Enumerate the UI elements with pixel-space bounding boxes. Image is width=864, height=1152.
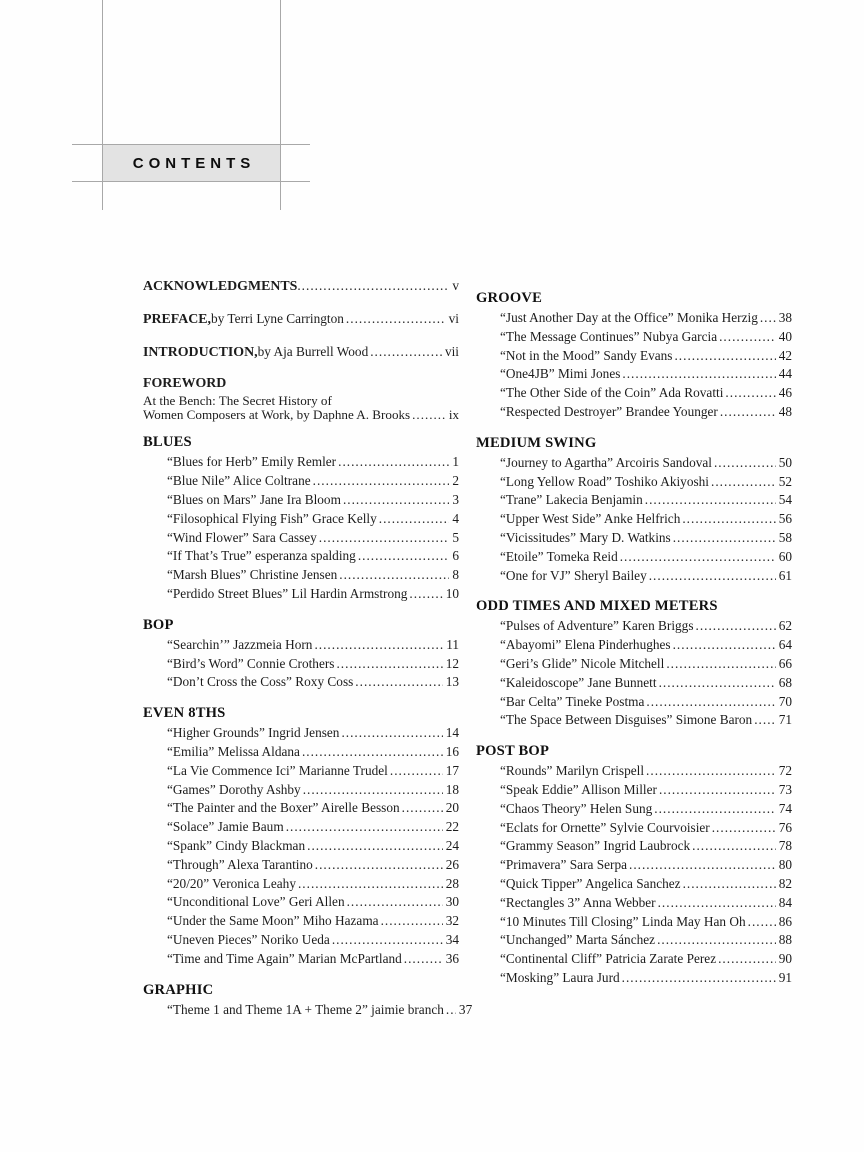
entry-title: “The Painter and the Boxer” Airelle Besson (167, 800, 400, 816)
entry-title: “The Space Between Disguises” Simone Baron (500, 712, 753, 728)
page-number: 40 (778, 328, 792, 344)
section-heading: BLUES (143, 434, 192, 451)
toc-entry (476, 913, 792, 932)
page-number: 54 (778, 492, 792, 508)
toc-entry-foreword (143, 375, 459, 421)
entry-title: “Just Another Day at the Office” Monika Herzig (500, 310, 758, 325)
page-number: 80 (778, 857, 792, 873)
page-number: 68 (778, 674, 792, 690)
toc-entry (476, 693, 792, 712)
entry-title: “Searchin’” Jazzmeia Horn (167, 636, 313, 652)
foreword-subtitle-text: Women Composers at Work, by Daphne A. Brooks (143, 406, 411, 422)
toc-entry (143, 491, 459, 510)
toc-entry (476, 636, 792, 655)
section-heading: MEDIUM SWING (476, 434, 597, 451)
section-entries (143, 1001, 473, 1020)
toc-entry (143, 912, 459, 931)
dot-leader (646, 693, 775, 712)
toc-entry (476, 403, 792, 422)
toc-column-right (476, 277, 792, 1019)
page-number: 90 (778, 951, 792, 967)
dot-leader (297, 277, 449, 296)
page-number: 82 (778, 875, 792, 891)
dot-leader (666, 655, 775, 674)
page-number: 44 (778, 366, 792, 382)
toc-entry (143, 818, 459, 837)
entry-title: “La Vie Commence Ici” Marianne Trudel (167, 762, 388, 778)
toc-entry (143, 655, 459, 674)
dot-leader (402, 799, 443, 818)
dot-leader (712, 819, 776, 838)
entry-title: “Time and Time Again” Marian McPartland (167, 950, 402, 966)
page-number: 24 (445, 837, 459, 853)
page-number: 56 (778, 511, 792, 527)
dot-leader (725, 384, 775, 403)
page-title: CONTENTS (132, 154, 256, 172)
page-number: 64 (778, 637, 792, 653)
entry-title: “Vicissitudes” Mary D. Watkins (500, 529, 671, 545)
dot-leader (355, 673, 442, 692)
entry-title: “Wind Flower” Sara Cassey (167, 529, 317, 545)
toc-entry (476, 510, 792, 529)
toc-entry (476, 454, 792, 473)
dot-leader (404, 950, 443, 969)
dot-leader (659, 781, 776, 800)
toc-entry (476, 309, 792, 328)
dot-leader (622, 969, 776, 988)
entry-byline: by Aja Burrell Wood (257, 343, 369, 359)
toc-entry (476, 617, 792, 636)
entry-title: “Blues for Herb” Emily Remler (167, 454, 337, 470)
vertical-rule-right (280, 0, 281, 210)
toc-entry (143, 453, 459, 472)
page-number: 5 (452, 529, 459, 545)
page-number: 13 (445, 674, 459, 690)
dot-leader (657, 931, 776, 950)
toc-section (143, 616, 459, 692)
entry-title: “Chaos Theory” Helen Sung (500, 800, 653, 816)
dot-leader (629, 856, 776, 875)
entry-title: “Kaleidoscope” Jane Bunnett (500, 674, 657, 690)
toc-entry-introduction (143, 343, 459, 363)
dot-leader (748, 913, 776, 932)
section-entries (143, 636, 459, 692)
page-number: 88 (778, 932, 792, 948)
dot-leader (720, 403, 776, 422)
entry-title: “Etoile” Tomeka Reid (500, 548, 618, 564)
dot-leader (370, 343, 442, 362)
dot-leader (654, 800, 775, 819)
toc-entry (476, 365, 792, 384)
toc-entry (143, 931, 459, 950)
dot-leader (338, 453, 449, 472)
dot-leader (683, 875, 776, 894)
dot-leader (319, 529, 450, 548)
entry-title: “Emilia” Melissa Aldana (167, 743, 300, 759)
foreword-subtitle-line1: At the Bench: The Secret History of (143, 393, 332, 409)
entry-title: “Theme 1 and Theme 1A + Theme 2” jaimie branch (167, 1001, 444, 1017)
entry-title: “Respected Destroyer” Brandee Younger (500, 403, 718, 419)
toc-entry (476, 347, 792, 366)
entry-title: ACKNOWLEDGMENTS (143, 279, 298, 294)
entry-title: “Rounds” Marilyn Crispell (500, 763, 645, 779)
dot-leader (303, 781, 443, 800)
page-number: 42 (778, 347, 792, 363)
dot-leader (645, 491, 776, 510)
page-number: 52 (778, 473, 792, 489)
toc-entry (476, 384, 792, 403)
toc-entry (143, 724, 459, 743)
entry-title: “Journey to Agartha” Arcoiris Sandoval (500, 454, 712, 470)
entry-title: “Continental Cliff” Patricia Zarate Perez (500, 951, 717, 967)
toc-entry (143, 585, 459, 604)
entry-title: “Not in the Mood” Sandy Evans (500, 347, 673, 363)
toc-entry (143, 510, 459, 529)
page-number: 34 (445, 931, 459, 947)
toc-entry (476, 762, 792, 781)
page-number: 61 (778, 567, 792, 583)
horizontal-rule-top (72, 144, 310, 145)
page-number: 76 (778, 819, 792, 835)
toc-entry (143, 856, 459, 875)
toc-entry (476, 328, 792, 347)
page-number: 58 (778, 529, 792, 545)
dot-leader (347, 893, 443, 912)
section-entries (476, 762, 792, 988)
dot-leader (692, 837, 776, 856)
toc-entry (143, 762, 459, 781)
toc-entry (143, 837, 459, 856)
section-entries (476, 454, 792, 586)
entry-title: INTRODUCTION, (143, 344, 258, 360)
toc-entry (476, 837, 792, 856)
toc-entry (476, 655, 792, 674)
page-number: 37 (458, 1001, 473, 1017)
dot-leader (381, 912, 443, 931)
page-number: 86 (778, 913, 792, 929)
toc-section (143, 704, 459, 968)
page-number: 46 (778, 385, 792, 401)
toc-section (143, 433, 459, 603)
dot-leader (682, 510, 775, 529)
toc-entry (476, 969, 792, 988)
section-heading: BOP (143, 616, 174, 633)
page-number: v (452, 278, 459, 293)
toc-section (476, 597, 792, 730)
page-number: 20 (445, 800, 459, 816)
page-number: 1 (452, 454, 459, 470)
entry-title: “Eclats for Ornette” Sylvie Courvoisier (500, 819, 710, 835)
page-number: 84 (778, 894, 792, 910)
page-number: 48 (778, 403, 792, 419)
page-number: 12 (445, 655, 459, 671)
entry-title: “Primavera” Sara Serpa (500, 857, 627, 873)
entry-title: “Upper West Side” Anke Helfrich (500, 511, 681, 527)
dot-leader (760, 309, 776, 328)
toc-column-left (143, 277, 473, 1019)
page-number: 71 (778, 712, 792, 728)
dot-leader (302, 743, 443, 762)
page-number: 28 (445, 875, 459, 891)
entry-title: “Geri’s Glide” Nicole Mitchell (500, 655, 665, 671)
entry-title: “The Message Continues” Nubya Garcia (500, 328, 718, 344)
toc-entry (476, 950, 792, 969)
page-number: 38 (778, 310, 792, 325)
entry-title: “10 Minutes Till Closing” Linda May Han Oh (500, 913, 746, 929)
toc-entry (143, 781, 459, 800)
dot-leader (711, 473, 776, 492)
toc-entry (476, 819, 792, 838)
toc-entry (143, 566, 459, 585)
dot-leader (754, 711, 775, 730)
toc-entry (143, 950, 459, 969)
dot-leader (659, 674, 776, 693)
entry-title: “Unchanged” Marta Sánchez (500, 932, 656, 948)
dot-leader (696, 617, 776, 636)
dot-leader (412, 408, 446, 422)
entry-title: “Marsh Blues” Christine Jensen (167, 567, 338, 583)
entry-title: “Bar Celta” Tineke Postma (500, 693, 645, 709)
page-number: 22 (445, 819, 459, 835)
page-number: 32 (445, 913, 459, 929)
dot-leader (286, 818, 443, 837)
toc-entry (476, 875, 792, 894)
toc-section (476, 434, 792, 586)
dot-leader (390, 762, 443, 781)
entry-title: “Higher Grounds” Ingrid Jensen (167, 725, 340, 741)
entry-title: “20/20” Veronica Leahy (167, 875, 296, 891)
page-number: 78 (778, 838, 792, 854)
entry-title: “One for VJ” Sheryl Bailey (500, 567, 647, 583)
dot-leader (649, 567, 776, 586)
dot-leader (620, 548, 776, 567)
toc-entry (143, 875, 459, 894)
page-number: 11 (446, 636, 459, 652)
page-number: 66 (778, 655, 792, 671)
entry-title: “Through” Alexa Tarantino (167, 856, 313, 872)
entry-title: “The Other Side of the Coin” Ada Rovatti (500, 385, 724, 401)
entry-title: “Long Yellow Road” Toshiko Akiyoshi (500, 473, 709, 489)
dot-leader (673, 636, 776, 655)
dot-leader (336, 655, 442, 674)
entry-title: “Solace” Jamie Baum (167, 819, 284, 835)
page-number: 2 (452, 473, 459, 489)
toc-entry (143, 673, 459, 692)
section-entries (476, 617, 792, 730)
dot-leader (446, 1001, 456, 1020)
toc-entry (476, 548, 792, 567)
entry-title: “Filosophical Flying Fish” Grace Kelly (167, 510, 377, 526)
dot-leader (379, 510, 450, 529)
page-number: 36 (445, 950, 459, 966)
page-title-box (103, 145, 280, 181)
dot-leader (307, 837, 443, 856)
section-heading: GROOVE (476, 290, 543, 306)
entry-title: “Blues on Mars” Jane Ira Bloom (167, 491, 341, 507)
page-number: 10 (445, 585, 459, 601)
dot-leader (315, 856, 443, 875)
dot-leader (343, 491, 449, 510)
entry-title: “Pulses of Adventure” Karen Briggs (500, 618, 694, 634)
entry-title: “If That’s True” esperanza spalding (167, 548, 356, 564)
entry-title: “Mosking” Laura Jurd (500, 969, 620, 985)
dot-leader (341, 724, 442, 743)
section-entries (476, 309, 792, 422)
vertical-rule-left (102, 0, 103, 210)
page-number: 4 (452, 510, 459, 526)
toc-entry (476, 711, 792, 730)
toc-entry (476, 567, 792, 586)
page-number: 6 (452, 548, 459, 564)
entry-title: “Don’t Cross the Coss” Roxy Coss (167, 674, 354, 690)
toc-section (143, 981, 473, 1020)
page-number: 60 (778, 548, 792, 564)
dot-leader (674, 347, 775, 366)
entry-title: “One4JB” Mimi Jones (500, 366, 621, 382)
left-sections (143, 433, 473, 1019)
toc-content (143, 277, 793, 1019)
entry-title: “Spank” Cindy Blackman (167, 837, 306, 853)
dot-leader (719, 328, 776, 347)
dot-leader (339, 566, 449, 585)
dot-leader (622, 365, 775, 384)
entry-byline: by Terri Lyne Carrington (211, 310, 344, 326)
page-number: 72 (778, 763, 792, 779)
toc-entry (476, 491, 792, 510)
dot-leader (714, 454, 776, 473)
entry-title: “Speak Eddie” Allison Miller (500, 781, 657, 797)
toc-entry (143, 893, 459, 912)
entry-title: “Trane” Lakecia Benjamin (500, 492, 643, 508)
section-entries (143, 724, 459, 968)
toc-entry (143, 636, 459, 655)
dot-leader (409, 585, 442, 604)
dot-leader (314, 636, 443, 655)
entry-title: “Unconditional Love” Geri Allen (167, 894, 345, 910)
page-number: vi (448, 310, 459, 326)
dot-leader (673, 529, 776, 548)
horizontal-rule-bottom (72, 181, 310, 182)
toc-entry (476, 529, 792, 548)
entry-title: “Rectangles 3” Anna Webber (500, 894, 656, 910)
entry-title: “Bird’s Word” Connie Crothers (167, 655, 335, 671)
section-heading: EVEN 8THS (143, 705, 226, 722)
section-heading: ODD TIMES AND MIXED METERS (476, 598, 718, 615)
page-number: 18 (445, 781, 459, 797)
entry-title: “Perdido Street Blues” Lil Hardin Armstrong (167, 585, 408, 601)
entry-title: FOREWORD (143, 376, 227, 392)
entry-title: “Abayomi” Elena Pinderhughes (500, 637, 671, 653)
foreword-subtitle-line2 (143, 408, 459, 422)
toc-entry (476, 800, 792, 819)
toc-entry (143, 743, 459, 762)
entry-title: “Games” Dorothy Ashby (167, 781, 301, 797)
page-number: 26 (445, 856, 459, 872)
page-number: 74 (778, 800, 792, 816)
dot-leader (718, 950, 776, 969)
toc-entry (143, 1001, 473, 1020)
entry-title: “Grammy Season” Ingrid Laubrock (500, 838, 691, 854)
dot-leader (658, 894, 776, 913)
entry-title: “Quick Tipper” Angelica Sanchez (500, 875, 681, 891)
page-number: 30 (445, 894, 459, 910)
toc-entry (143, 547, 459, 566)
page-number: 3 (452, 491, 459, 507)
page-number: 62 (778, 618, 792, 634)
entry-title: PREFACE, (143, 311, 212, 327)
toc-section (476, 289, 792, 422)
page-number: ix (448, 406, 459, 422)
dot-leader (332, 931, 443, 950)
dot-leader (358, 547, 450, 566)
toc-entry (476, 781, 792, 800)
dot-leader (313, 472, 450, 491)
toc-entry-preface (143, 310, 459, 330)
toc-section (476, 742, 792, 988)
toc-entry (476, 473, 792, 492)
toc-entry (143, 472, 459, 491)
dot-leader (346, 310, 446, 329)
section-heading: GRAPHIC (143, 981, 214, 998)
page-number: 16 (445, 743, 459, 759)
section-entries (143, 453, 459, 603)
page-number: 17 (445, 762, 459, 778)
dot-leader (298, 875, 443, 894)
page-number: 73 (778, 781, 792, 797)
toc-entry (476, 894, 792, 913)
toc-entry (143, 529, 459, 548)
toc-entry (476, 931, 792, 950)
section-heading: POST BOP (476, 743, 550, 760)
page-number: 50 (778, 454, 792, 470)
toc-entry-acknowledgments (143, 277, 459, 297)
toc-entry (143, 799, 459, 818)
page-number: 8 (452, 567, 459, 583)
page-number: 70 (778, 693, 792, 709)
entry-title: “Uneven Pieces” Noriko Ueda (167, 931, 330, 947)
page-number: 14 (445, 725, 459, 741)
toc-entry (476, 674, 792, 693)
right-sections (476, 289, 792, 988)
page-number: 91 (778, 969, 792, 985)
entry-title: “Under the Same Moon” Miho Hazama (167, 913, 379, 929)
page-number: vii (444, 343, 459, 359)
dot-leader (646, 762, 776, 781)
entry-title: “Blue Nile” Alice Coltrane (167, 473, 311, 489)
toc-entry (476, 856, 792, 875)
